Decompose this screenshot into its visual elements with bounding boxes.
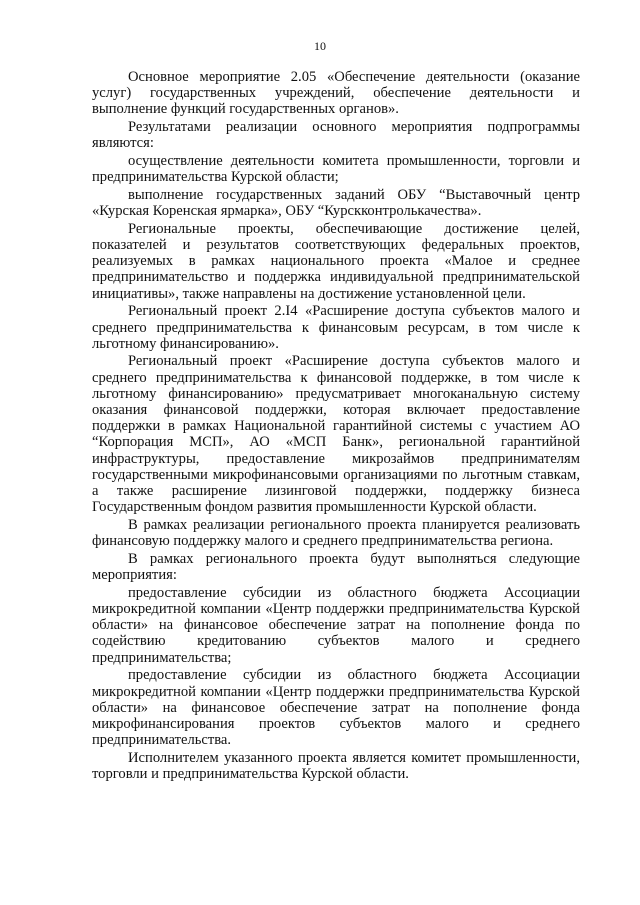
paragraph-activity-credit-fund: предоставление субсидии из областного бюджета Ассоциации микрокредитной компании «Центр поддержки предпринимательства Курской области» на финансовое обеспечение затрат на пополнение фонда по содействию кредитованию субъектов малого и среднего предпринимательства; [92, 584, 580, 666]
paragraph-executor: Исполнителем указанного проекта является комитет промышленности, торговли и предпринимательства Курской области. [92, 749, 580, 783]
paragraph-activity-microfinance-fund: предоставление субсидии из областного бюджета Ассоциации микрокредитной компании «Центр поддержки предпринимательства Курской области» на финансовое обеспечение затрат на пополнение фонда микрофинансирования проектов субъектов малого и среднего предпринимательства. [92, 667, 580, 749]
page-number: 10 [314, 39, 326, 53]
document-body [92, 69, 580, 782]
paragraph-planned-support: В рамках реализации регионального проекта планируется реализовать финансовую поддержку малого и среднего предпринимательства региона. [92, 516, 580, 550]
paragraph-result-state-tasks: выполнение государственных заданий ОБУ “Выставочный центр «Курская Коренская ярмарка», ОБУ “Курскконтролькачества». [92, 186, 580, 220]
paragraph-results-intro: Результатами реализации основного мероприятия подпрограммы являются: [92, 119, 580, 152]
paragraph-project-description: Региональный проект «Расширение доступа субъектов малого и среднего предпринимательства к финансовой поддержке, в том числе к льготному финансированию» предусматривает многоканальную систему оказания финансовой поддержки, которая включает предоставление поддержки в рамках Национальной гарантийной системы с участием АО “Корпорация МСП», АО «МСП Банк», региональной гарантийной инфраструктуры, предоставление микрозаймов предпринимателям государственными микрофинансовыми организациями по льготным ставкам, а также расширение лизинговой поддержки, поддержку бизнеса Государственным фондом развития промышленности Курской области. [92, 353, 580, 516]
paragraph-project-2i4: Региональный проект 2.I4 «Расширение доступа субъектов малого и среднего предпринимательства к финансовым ресурсам, в том числе к льготному финансированию». [92, 303, 580, 352]
paragraph-activities-intro: В рамках регионального проекта будут выполняться следующие мероприятия: [92, 550, 580, 584]
paragraph-regional-projects: Региональные проекты, обеспечивающие достижение целей, показателей и результатов соответствующих федеральных проектов, реализуемых в рамках национального проекта «Малое и среднее предпринимательство и поддержка индивидуальной предпринимательской инициативы», также направлены на достижение установленной цели. [92, 220, 580, 302]
paragraph-result-committee: осуществление деятельности комитета промышленности, торговли и предпринимательства Курской области; [92, 153, 580, 186]
paragraph-main-activity: Основное мероприятие 2.05 «Обеспечение деятельности (оказание услуг) государственных учреждений, обеспечение деятельности и выполнение функций государственных органов». [92, 69, 580, 118]
